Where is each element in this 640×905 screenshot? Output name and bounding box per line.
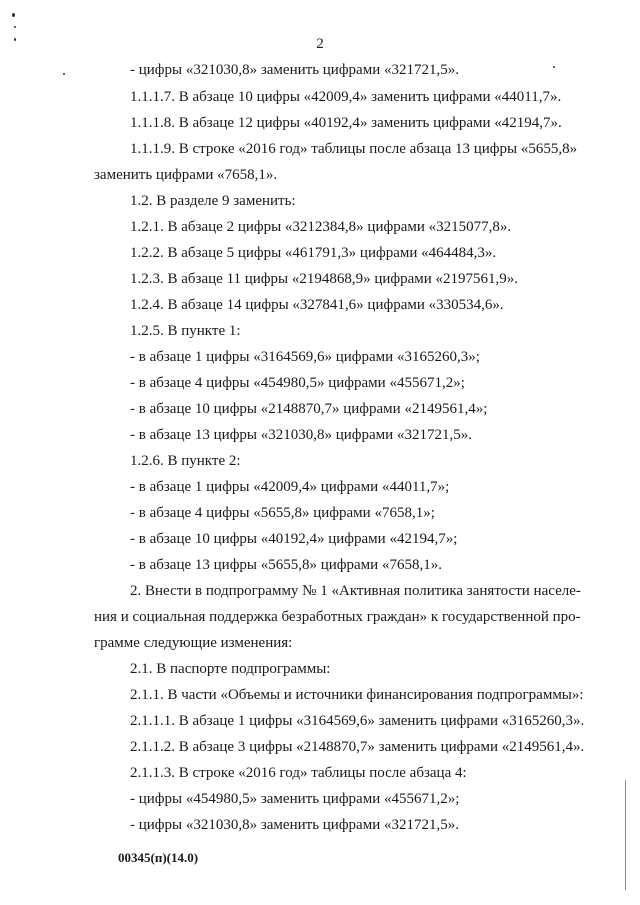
text-line: 2.1.1. В части «Объемы и источники финансирования подпрограммы»: bbox=[130, 687, 584, 703]
text-line: - цифры «321030,8» заменить цифрами «321721,5». bbox=[130, 817, 459, 833]
text-line: - в абзаце 4 цифры «5655,8» цифрами «7658,1»; bbox=[130, 505, 435, 521]
text-line: 1.1.1.9. В строке «2016 год» таблицы после абзаца 13 цифры «5655,8» bbox=[130, 141, 578, 157]
text-line: 2.1.1.3. В строке «2016 год» таблицы после абзаца 4: bbox=[130, 765, 467, 781]
text-line: 2.1.1.2. В абзаце 3 цифры «2148870,7» заменить цифрами «2149561,4». bbox=[130, 739, 585, 755]
text-line: заменить цифрами «7658,1». bbox=[94, 167, 278, 183]
text-line: 1.2.3. В абзаце 11 цифры «2194868,9» цифрами «2197561,9». bbox=[130, 271, 519, 287]
text-line: 2.1.1.1. В абзаце 1 цифры «3164569,6» заменить цифрами «3165260,3». bbox=[130, 713, 585, 729]
text-line: 1.2.6. В пункте 2: bbox=[130, 453, 241, 469]
text-line: - цифры «454980,5» заменить цифрами «455671,2»; bbox=[130, 791, 460, 807]
text-line: 1.1.1.7. В абзаце 10 цифры «42009,4» заменить цифрами «44011,7». bbox=[130, 89, 562, 105]
text-line: - в абзаце 4 цифры «454980,5» цифрами «455671,2»; bbox=[130, 375, 465, 391]
text-line: грамме следующие изменения: bbox=[94, 635, 293, 651]
page-number: 2 bbox=[316, 36, 324, 52]
text-line: 1.2.1. В абзаце 2 цифры «3212384,8» цифрами «3215077,8». bbox=[130, 219, 512, 235]
text-line: - в абзаце 10 цифры «2148870,7» цифрами «2149561,4»; bbox=[130, 401, 488, 417]
text-line: 1.1.1.8. В абзаце 12 цифры «40192,4» заменить цифрами «42194,7». bbox=[130, 115, 562, 131]
text-line: - в абзаце 13 цифры «5655,8» цифрами «7658,1». bbox=[130, 557, 442, 573]
text-line: - в абзаце 1 цифры «3164569,6» цифрами «3165260,3»; bbox=[130, 349, 480, 365]
text-line: 1.2.4. В абзаце 14 цифры «327841,6» цифрами «330534,6». bbox=[130, 297, 504, 313]
text-line: - в абзаце 13 цифры «321030,8» цифрами «321721,5». bbox=[130, 427, 472, 443]
text-line: 1.2.2. В абзаце 5 цифры «461791,3» цифрами «464484,3». bbox=[130, 245, 497, 261]
text-line: - цифры «321030,8» заменить цифрами «321721,5». bbox=[130, 62, 459, 78]
document-code: 00345(п)(14.0) bbox=[118, 850, 199, 865]
text-line: - в абзаце 10 цифры «40192,4» цифрами «42194,7»; bbox=[130, 531, 458, 547]
text-line: - в абзаце 1 цифры «42009,4» цифрами «44011,7»; bbox=[130, 479, 450, 495]
text-line: 1.2.5. В пункте 1: bbox=[130, 323, 241, 339]
text-line: 2. Внести в подпрограмму № 1 «Активная политика занятости населе- bbox=[130, 583, 581, 599]
text-line: ния и социальная поддержка безработных граждан» к государственной про- bbox=[94, 609, 581, 625]
text-line: 1.2. В разделе 9 заменить: bbox=[130, 193, 296, 209]
text-line: 2.1. В паспорте подпрограммы: bbox=[130, 661, 331, 677]
